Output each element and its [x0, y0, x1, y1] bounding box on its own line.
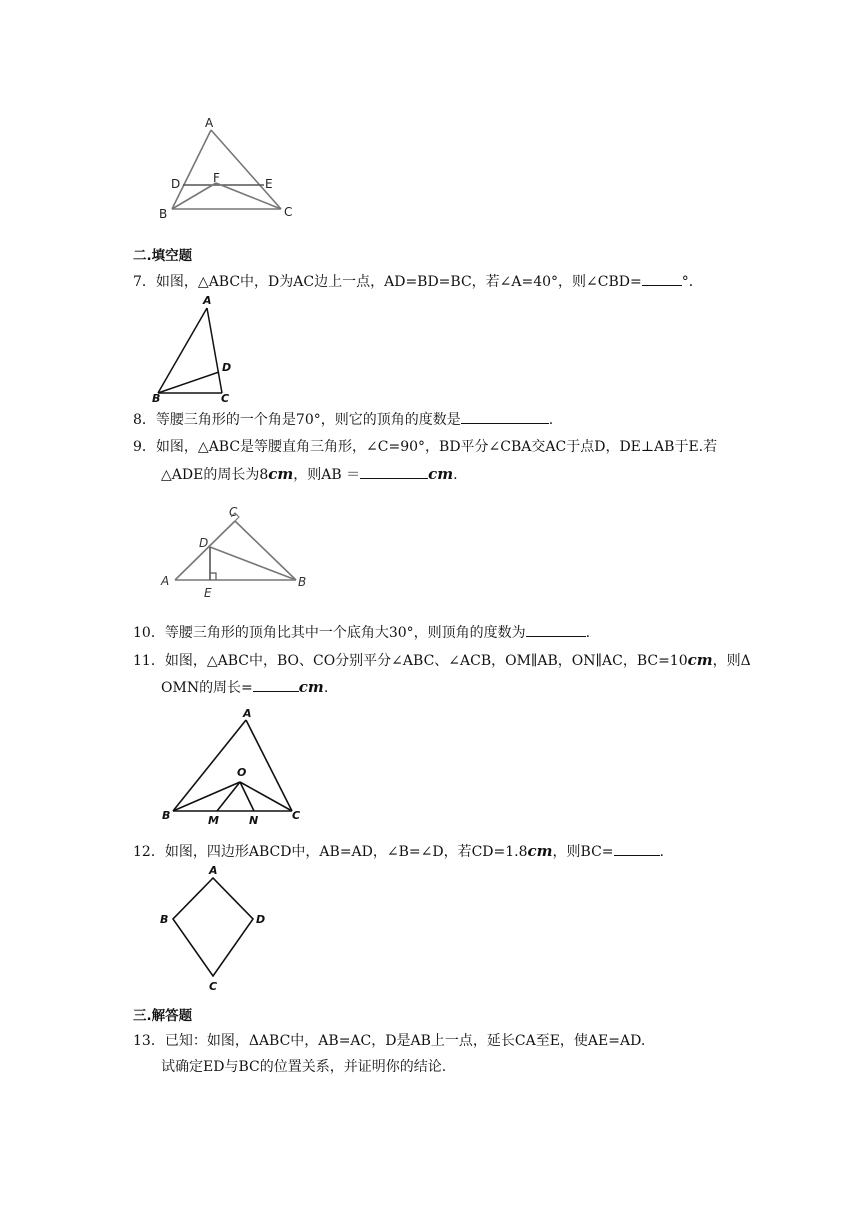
q8-number: 8． — [133, 412, 156, 428]
figure-q12 — [155, 862, 275, 994]
q7-label-c: C — [221, 392, 230, 403]
question-7 — [133, 272, 703, 291]
q8-answer-blank[interactable] — [461, 410, 549, 424]
q11-label-c: C — [292, 809, 301, 822]
figure-triangle-def — [150, 110, 310, 222]
q9-line2-a: △ADE的周长为8 — [161, 467, 269, 483]
label-b: B — [159, 207, 168, 221]
q9-label-d: D — [199, 536, 209, 550]
q11-line1-a: 如图，△ABC中，BO、CO分别平分∠ABC、∠ACB，OM∥AB，ON∥AC，BC=10 — [164, 653, 688, 669]
q10-answer-blank[interactable] — [526, 623, 586, 637]
q11-unit-2: cm — [298, 678, 324, 696]
q11-line2-b: . — [323, 680, 329, 696]
figure-q7 — [145, 293, 245, 403]
q12-answer-blank[interactable] — [614, 842, 660, 856]
label-a: A — [205, 116, 214, 130]
q7-text: 如图，△ABC中，D为AC边上一点，AD=BD=BC，若∠A=40°，则∠CBD= — [155, 274, 642, 290]
q12-number: 12． — [133, 844, 165, 860]
q7-answer-blank[interactable] — [642, 272, 682, 286]
q13-line2: 试确定ED与BC的位置关系，并证明你的结论. — [161, 1059, 447, 1075]
q10-number: 10． — [133, 625, 165, 641]
q12-text-a: 如图，四边形ABCD中，AB=AD，∠B=∠D，若CD=1.8 — [164, 844, 528, 860]
section-heading-answer: 三.解答题 — [133, 1008, 193, 1024]
figure-q11 — [155, 705, 315, 830]
q11-label-b: B — [162, 809, 171, 822]
q12-label-b: B — [160, 913, 169, 926]
q11-label-o: O — [237, 766, 247, 779]
question-11-line1 — [133, 651, 751, 670]
question-13-line1 — [133, 1032, 645, 1050]
q7-label-d: D — [222, 361, 232, 374]
question-10 — [133, 623, 590, 642]
q11-answer-blank[interactable] — [253, 678, 299, 692]
q11-unit-1: cm — [687, 651, 713, 669]
q9-label-b: B — [298, 575, 307, 589]
label-d: D — [171, 177, 181, 191]
q9-label-a: A — [161, 574, 170, 588]
q7-label-a: A — [203, 294, 212, 307]
q7-suffix: °． — [681, 274, 703, 290]
question-8 — [133, 410, 553, 429]
q9-label-e: E — [204, 586, 212, 600]
question-13-line2 — [161, 1058, 446, 1076]
label-f: F — [213, 171, 220, 185]
q12-text-b: ，则BC= — [552, 844, 614, 860]
question-9-line2 — [161, 465, 458, 484]
q9-answer-blank[interactable] — [360, 465, 428, 479]
figure-q9 — [155, 500, 325, 600]
q11-label-n: N — [249, 814, 259, 827]
q10-suffix: . — [585, 625, 591, 641]
question-12 — [133, 842, 664, 861]
q12-unit: cm — [527, 842, 553, 860]
q11-line2-a: OMN的周长= — [161, 680, 253, 696]
q11-label-m: M — [208, 814, 219, 827]
q12-label-a: A — [209, 864, 218, 877]
question-11-line2 — [161, 678, 328, 697]
q12-label-d: D — [256, 913, 266, 926]
q11-number: 11． — [133, 653, 165, 669]
q7-number: 7． — [133, 274, 156, 290]
q11-label-a: A — [243, 707, 252, 720]
q12-suffix: . — [659, 844, 664, 860]
section-heading-fill: 二.填空题 — [133, 248, 193, 264]
q9-line2-b: ，则AB ＝ — [293, 467, 361, 483]
label-c: C — [284, 205, 293, 219]
q12-label-c: C — [209, 980, 218, 993]
q13-line1: 已知：如图，ΔABC中，AB=AC，D是AB上一点，延长CA至E，使AE=AD. — [164, 1033, 646, 1049]
q9-unit-1: cm — [268, 465, 294, 483]
q11-line1-b: ，则Δ — [712, 653, 751, 669]
q9-label-c: C — [229, 505, 238, 519]
question-9-line1 — [133, 438, 717, 456]
q10-text: 等腰三角形的顶角比其中一个底角大30°，则顶角的度数为 — [164, 625, 526, 641]
q9-line2-c: . — [453, 467, 458, 483]
label-e: E — [265, 177, 273, 191]
q8-text: 等腰三角形的一个角是70°，则它的顶角的度数是 — [155, 412, 461, 428]
q13-number: 13． — [133, 1033, 165, 1049]
q9-line1: 如图，△ABC是等腰直角三角形，∠C=90°，BD平分∠CBA交AC于点D，DE⊥AB于E.若 — [155, 439, 718, 455]
q9-unit-2: cm — [428, 465, 454, 483]
q8-suffix: . — [548, 412, 554, 428]
q9-number: 9． — [133, 439, 156, 455]
q7-label-b: B — [152, 392, 161, 403]
